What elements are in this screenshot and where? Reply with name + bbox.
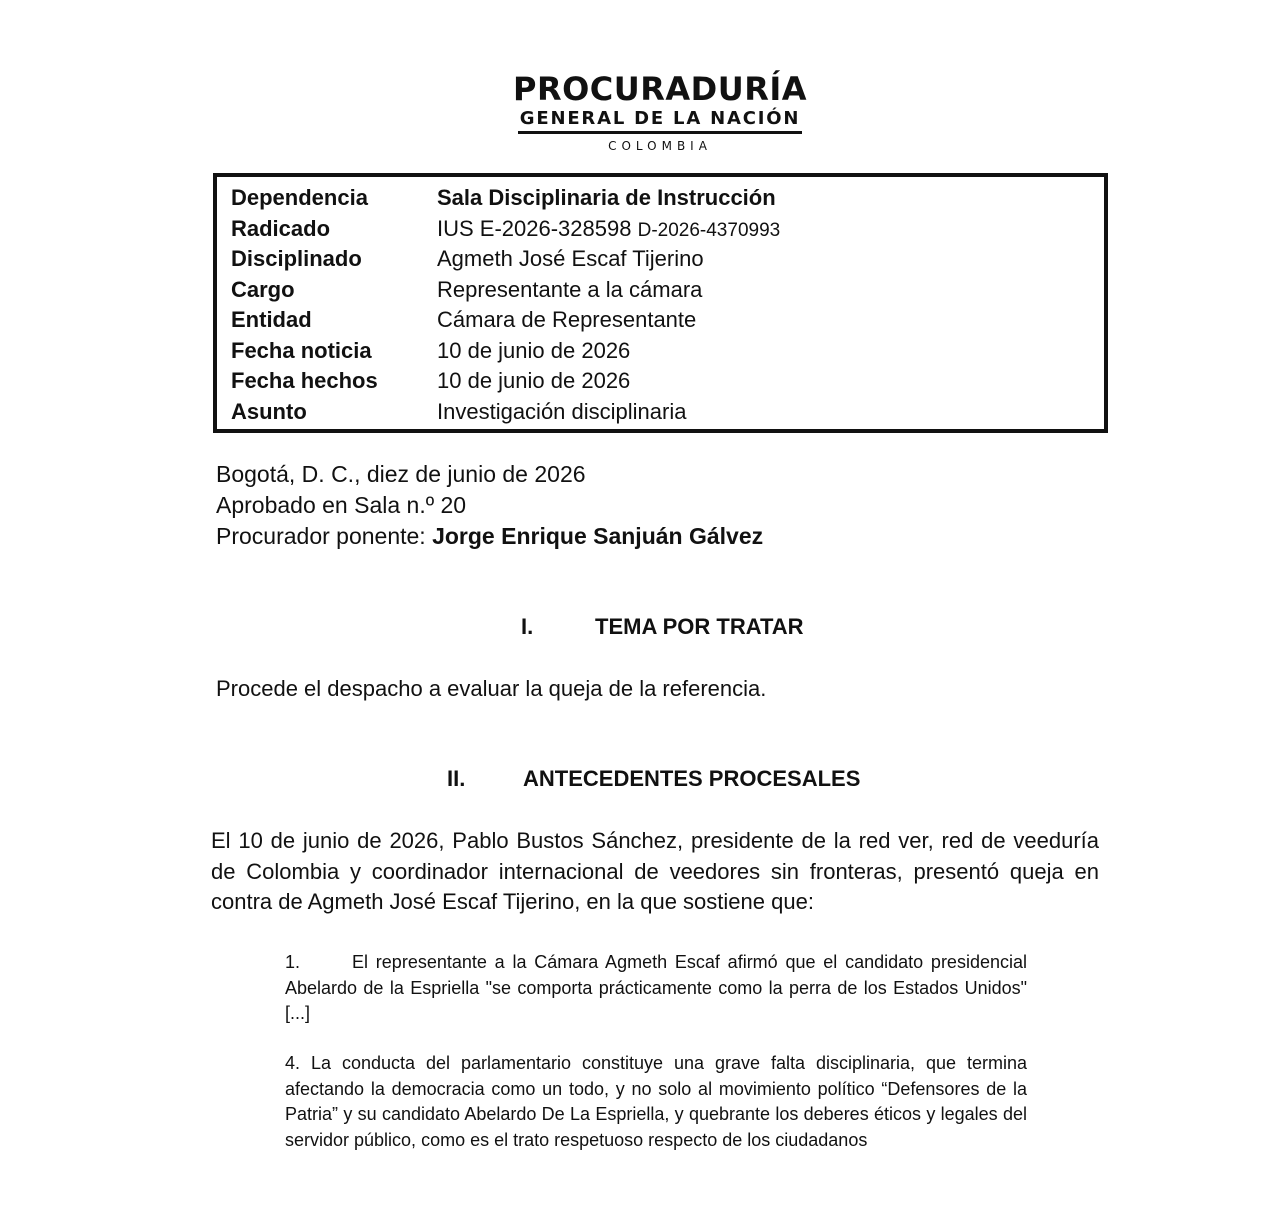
logo-main-text: PROCURADURÍA bbox=[512, 70, 808, 108]
info-row-radicado bbox=[217, 214, 1104, 245]
info-label: Fecha hechos bbox=[231, 368, 378, 394]
quote-item-4 bbox=[285, 1051, 1027, 1153]
info-value: Investigación disciplinaria bbox=[437, 398, 687, 424]
info-value: Agmeth José Escaf Tijerino bbox=[437, 246, 704, 272]
info-value: 10 de junio de 2026 bbox=[437, 368, 631, 394]
logo-sub-text: GENERAL DE LA NACIÓN bbox=[518, 108, 802, 134]
section-1-text: Procede el despacho a evaluar la queja de la referencia. bbox=[216, 676, 767, 701]
info-value bbox=[437, 216, 1104, 242]
info-row-entidad bbox=[217, 305, 1104, 336]
info-label: Disciplinado bbox=[231, 246, 362, 272]
quote-text: El representante a la Cámara Agmeth Escaf afirmó que el candidato presidencial Abelardo de la Espriella "se comporta prácticamente como la perra de los Estados Unidos" [...] bbox=[285, 952, 1027, 1023]
ponente-label: Procurador ponente: bbox=[216, 523, 426, 549]
ponente-name: Jorge Enrique Sanjuán Gálvez bbox=[432, 523, 764, 549]
quote-item-1 bbox=[285, 950, 1027, 1027]
section-title: ANTECEDENTES PROCESALES bbox=[523, 766, 861, 791]
document-meta bbox=[216, 459, 763, 552]
info-row-asunto bbox=[217, 397, 1104, 428]
place-date: Bogotá, D. C., diez de junio de 2026 bbox=[216, 461, 586, 487]
info-label: Fecha noticia bbox=[231, 337, 372, 363]
info-row-dependencia bbox=[217, 183, 1104, 214]
info-label: Entidad bbox=[231, 307, 312, 333]
section-number: II. bbox=[447, 766, 466, 791]
quote-text: La conducta del parlamentario constituye una grave falta disciplinaria, que termina afectando la democracia como un todo, y no solo al movimiento político “Defensores de la Patria” y su candidato Abelardo De La Espriella, y quebrante los deberes éticos y legales del servidor público, como es el trato respetuoso respecto de los ciudadanos bbox=[285, 1053, 1027, 1150]
quote-number: 1. bbox=[285, 952, 301, 972]
info-label: Cargo bbox=[231, 276, 295, 302]
info-value: Cámara de Representante bbox=[437, 307, 697, 333]
info-row-fecha-noticia bbox=[217, 336, 1104, 367]
info-row-disciplinado bbox=[217, 244, 1104, 275]
section-heading-2 bbox=[447, 766, 860, 792]
section-heading-1 bbox=[521, 614, 804, 640]
case-info-table bbox=[213, 173, 1108, 433]
info-value: Sala Disciplinaria de Instrucción bbox=[437, 185, 776, 211]
quote-number: 4. bbox=[285, 1053, 301, 1073]
radicado-d: D-2026-4370993 bbox=[637, 219, 781, 241]
info-label: Asunto bbox=[231, 398, 307, 424]
approved-session: Aprobado en Sala n.º 20 bbox=[216, 492, 467, 518]
logo-country-text: COLOMBIA bbox=[608, 139, 712, 153]
section-number: I. bbox=[521, 614, 534, 639]
info-label: Dependencia bbox=[231, 185, 368, 211]
ponente-line bbox=[216, 521, 763, 552]
procuraduria-logo bbox=[0, 70, 1280, 153]
section-title: TEMA POR TRATAR bbox=[595, 614, 804, 639]
info-row-fecha-hechos bbox=[217, 366, 1104, 397]
radicado-ius: IUS E-2026-328598 bbox=[437, 215, 632, 241]
info-value: 10 de junio de 2026 bbox=[437, 337, 631, 363]
info-row-cargo bbox=[217, 275, 1104, 306]
info-value: Representante a la cámara bbox=[437, 276, 703, 302]
info-label: Radicado bbox=[231, 215, 331, 241]
section-2-text: El 10 de junio de 2026, Pablo Bustos Sánchez, presidente de la red ver, red de veeduría de Colombia y coordinador internacional de veedores sin fronteras, presentó queja en contra de Agmeth José Escaf Tijerino, en la que sostiene que: bbox=[211, 828, 1099, 914]
